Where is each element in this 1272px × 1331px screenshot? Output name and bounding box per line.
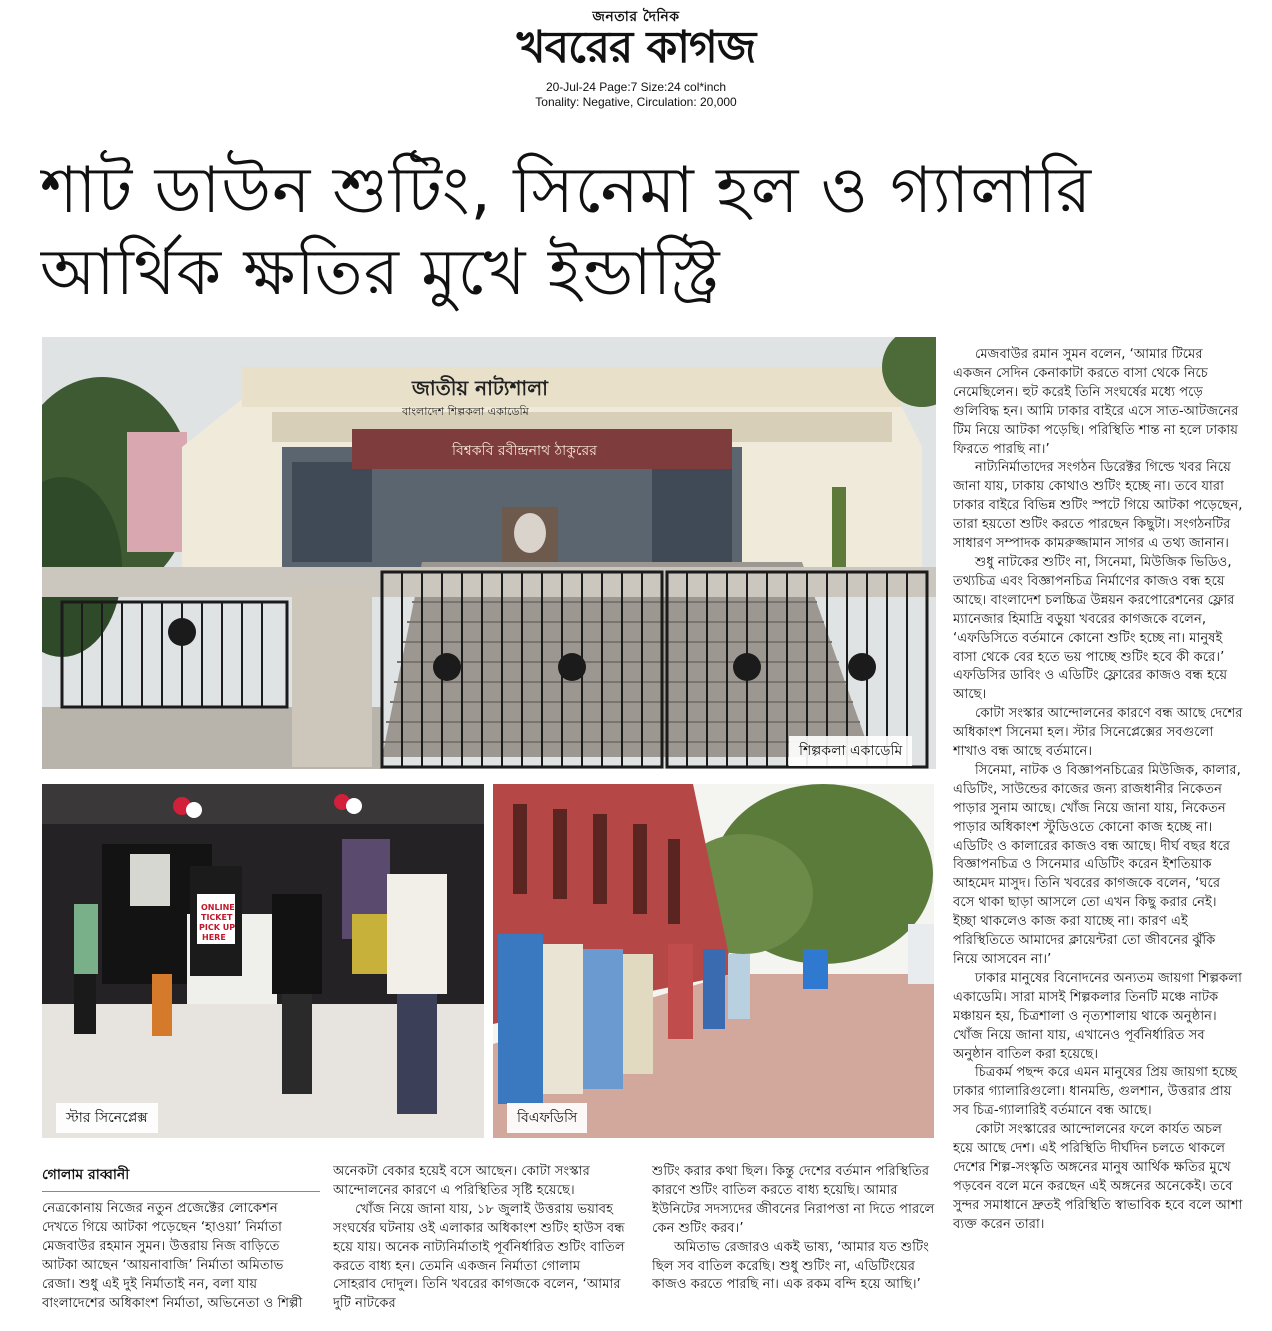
paragraph: সিনেমা, নাটক ও বিজ্ঞাপনচিত্রের মিউজিক, কালার, এডিটিং, সাউন্ডের কাজের জন্য রাজধানীর নিকেতন পাড়ার সুনাম আছে। খোঁজ নিয়ে জানা যায়, নিকেতন পাড়ার অধিকাংশ স্টুডিওতে কোনো কাজ হচ্ছে না। এডিটিং ও কালারের কাজও বন্ধ আছে। দীর্ঘ বছর ধরে বিজ্ঞাপনচিত্র ও সিনেমার এডিটিং করেন ইশতিয়াক আহমেদ মাসুদ। তিনি খবরের কাগজকে বলেন, ‘ঘরে বসে থাকা ছাড়া আসলে তো এখন কিছু করার নেই। ইচ্ছা থাকলেও কাজ করা যাচ্ছে না। কারণ এই পরিস্থিতিতে আমাদের ক্লায়েন্টরা তো জীবনের ঝুঁকি নিয়ে আসবেন না।’	[953, 762, 1241, 967]
byline-divider	[42, 1191, 320, 1192]
headline-line-2: আর্থিক ক্ষতির মুখে ইন্ডাস্ট্রি	[40, 236, 721, 310]
paragraph: শুটিং করার কথা ছিল। কিন্তু দেশের বর্তমান পরিস্থিতির কারণে শুটিং বাতিল করতে বাধ্য হয়েছি। আমার ইউনিটের সদস্যদের জীবনের নিরাপত্তা না দিতে পারলে কেন শুটিং করব।’	[652, 1164, 935, 1236]
article-column-1	[42, 1200, 318, 1328]
paragraph: কোটা সংস্কার আন্দোলনের কারণে বন্ধ আছে দেশের অধিকাংশ সিনেমা হল। স্টার সিনেপ্লেক্সের সবগুলো শাখাও বন্ধ আছে বর্তমানে।	[953, 706, 1243, 760]
paragraph: চিত্রকর্ম পছন্দ করে এমন মানুষের প্রিয় জায়গা হচ্ছে ঢাকার গ্যালারিগুলো। ধানমন্ডি, গুলশান, উত্তরার প্রায় সব চিত্র-গ্যালারিই বর্তমানে বন্ধ আছে।	[953, 1065, 1237, 1119]
masthead-meta-tonality: Tonality: Negative, Circulation: 20,000	[535, 95, 737, 109]
paragraph: মেজবাউর রমান সুমন বলেন, ‘আমার টিমের একজন সেদিন কেনাকাটা করতে বাসা থেকে নিচে নেমেছিলেন। হুট করেই তিনি সংঘর্ষের মধ্যে পড়ে গুলিবিদ্ধ হন। আমি ঢাকার বাইরে এসে সাত-আটজনের টিম নিয়ে আটকা পড়েছি। পরিস্থিতি শান্ত না হলে ঢাকায় ফিরতে পারছি না।’	[953, 347, 1239, 457]
poster-line-online: ONLINE	[201, 903, 235, 912]
paragraph: নাট্যনির্মাতাদের সংগঠন ডিরেক্টর গিল্ডে খবর নিয়ে জানা যায়, ঢাকায় কোথাও শুটিং হচ্ছে না। তবে যারা ঢাকার বাইরে বিভিন্ন শুটিং স্পটে গিয়ে আটকা পড়েছেন, তারা হয়তো শুটিং করতে পারছেন কিছুটা। সংগঠনটির সাধারণ সম্পাদক কামরুজ্জামান সাগর এ তথ্য জানান।	[953, 460, 1243, 552]
sign-national-theatre: জাতীয় নাট্যশালা	[412, 376, 548, 400]
sign-academy-subtitle: বাংলাদেশ শিল্পকলা একাডেমি	[402, 405, 529, 418]
article-column-2	[333, 1163, 627, 1328]
caption-star-cineplex: স্টার সিনেপ্লেক্স	[56, 1103, 158, 1133]
caption-shilpakala: শিল্পকলা একাডেমি	[789, 736, 912, 766]
masthead-meta-date-page: 20-Jul-24 Page:7 Size:24 col*inch	[545, 80, 727, 94]
photo-bfdc-illustration	[493, 784, 934, 1138]
photo-star-illustration	[42, 784, 484, 1138]
article-column-right	[953, 346, 1243, 1326]
masthead-tagline: জনতার দৈনিক	[592, 9, 680, 25]
paragraph: ঢাকার মানুষের বিনোদনের অন্যতম জায়গা শিল্পকলা একাডেমি। সারা মাসই শিল্পকলার তিনটি মঞ্চে নাটক মঞ্চায়ন হয়, চিত্রশালা ও নৃত্যশালায় থাকে অনুষ্ঠান। খোঁজ নিয়ে জানা যায়, এখানেও পূর্বনির্ধারিত সব অনুষ্ঠান বাতিল করা হয়েছে।	[953, 970, 1242, 1062]
photo-star-cineplex	[42, 784, 484, 1138]
poster-line-here: HERE	[202, 933, 226, 942]
article-column-3	[652, 1163, 942, 1328]
masthead-title: খবরের কাগজ	[516, 22, 756, 73]
paragraph: অমিতাভ রেজারও একই ভাষ্য, ‘আমার যত শুটিং ছিল সব বাতিল করেছি। শুধু শুটিং না, এডিটিংয়ের কাজও করতে পারছি না। এক রকম বন্দি হয়ে আছি।’	[652, 1239, 929, 1293]
paragraph: কোটা সংস্কারের আন্দোলনের ফলে কার্যত অচল হয়ে আছে দেশ। এই পরিস্থিতি দীর্ঘদিন চলতে থাকলে দেশের শিল্প-সংস্কৃতি অঙ্গনের মানুষ আর্থিক ক্ষতির মুখে পড়বেন বলে মনে করছেন এই অঙ্গনের অনেকেই। তবে সুন্দর সমাধানে দ্রুতই পরিস্থিতি স্বাভাবিক হবে বলে আশা ব্যক্ত করেন তারা।	[953, 1122, 1243, 1232]
photo-bfdc	[493, 784, 934, 1138]
poster-line-ticket: TICKET	[201, 913, 233, 922]
paragraph: খোঁজ নিয়ে জানা যায়, ১৮ জুলাই উত্তরায় ভয়াবহ সংঘর্ষের ঘটনায় ওই এলাকার অধিকাংশ শুটিং হাউস বন্ধ হয়ে যায়। অনেক নাট্যনির্মাতাই পূর্বনির্ধারিত শুটিং বাতিল করতে বাধ্য হন। তেমনি একজন নির্মাতা গোলাম সোহরাব দোদুল। তিনি খবরের কাগজকে বলেন, ‘আমার দুটি নাটকের	[333, 1201, 625, 1312]
paragraph: শুধু নাটকের শুটিং না, সিনেমা, মিউজিক ভিডিও, তথ্যচিত্র এবং বিজ্ঞাপনচিত্র নির্মাণের কাজও বন্ধ হয়ে আছে। বাংলাদেশ চলচ্চিত্র উন্নয়ন করপোরেশনের ফ্লোর ম্যানেজার হিমাদ্রি বড়ুয়া খবরের কাগজকে বলেন, ‘এফডিসিতে বর্তমানে কোনো শুটিং হচ্ছে না। মানুষই বাসা থেকে বের হতে ভয় পাচ্ছে শুটিং হবে কী করে।’ এফডিসির ডাবিং ও এডিটিং ফ্লোরের কাজও বন্ধ হয়ে আছে।	[953, 554, 1235, 703]
byline-author: গোলাম রাব্বানী	[42, 1167, 130, 1183]
photo-shilpakala-illustration	[42, 337, 936, 769]
banner-rabindranath: বিশ্বকবি রবীন্দ্রনাথ ঠাকুরের	[452, 443, 597, 459]
paragraph: অনেকটা বেকার হয়েই বসে আছেন। কোটা সংস্কার আন্দোলনের কারণে এ পরিস্থিতির সৃষ্টি হয়েছে।	[333, 1164, 590, 1198]
photo-shilpakala-academy	[42, 337, 936, 769]
headline-line-1: শাট ডাউন শুটিং, সিনেমা হল ও গ্যালারি	[40, 154, 1093, 228]
paragraph: নেত্রকোনায় নিজের নতুন প্রজেক্টের লোকেশন দেখতে গিয়ে আটকা পড়েছেন ‘হাওয়া’ নির্মাতা মেজবাউর রহমান সুমন। উত্তরায় নিজ বাড়িতে আটকা আছেন ‘আয়নাবাজি’ নির্মাতা অমিতাভ রেজা। শুধু এই দুই নির্মাতাই নন, বলা যায় বাংলাদেশের অধিকাংশ নির্মাতা, অভিনেতা ও শিল্পী	[42, 1201, 303, 1311]
poster-line-pickup: PICK UP	[199, 923, 236, 932]
caption-bfdc: বিএফডিসি	[507, 1103, 587, 1133]
